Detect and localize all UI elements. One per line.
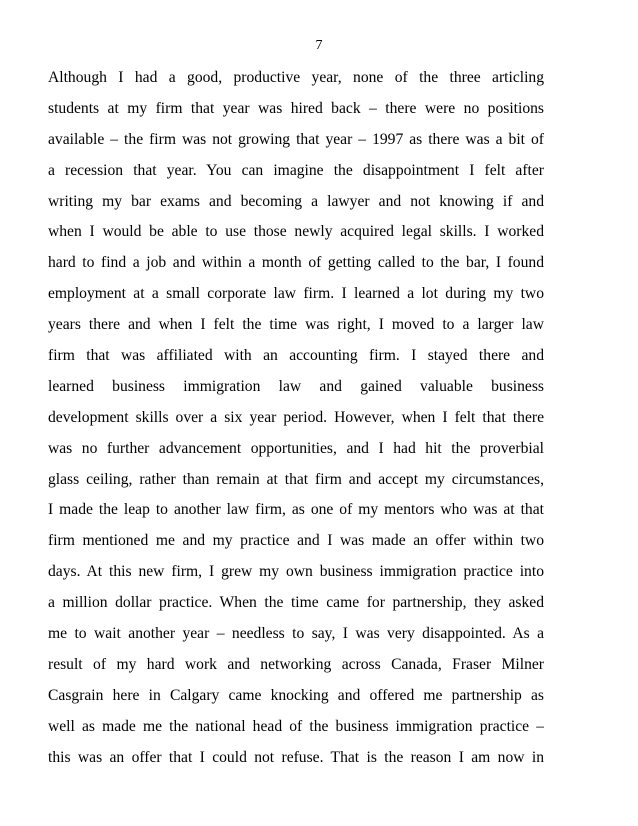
text-line-15: I made the leap to another law firm, as one of my mentors who was at that — [48, 501, 544, 519]
text-line-5: writing my bar exams and becoming a lawyer and not knowing if and — [48, 192, 544, 210]
text-line-9: years there and when I felt the time was right, I moved to a larger law — [48, 316, 544, 334]
text-line-17: days. At this new firm, I grew my own business immigration practice into — [48, 563, 544, 581]
text-line-4: a recession that year. You can imagine the disappointment I felt after — [48, 161, 544, 179]
page-number: 7 — [315, 38, 323, 53]
text-line-23: this was an offer that I could not refuse. That is the reason I am now in — [48, 748, 544, 766]
text-line-8: employment at a small corporate law firm. I learned a lot during my two — [48, 285, 544, 303]
text-line-22: well as made me the national head of the business immigration practice – — [48, 717, 544, 735]
text-line-11: learned business immigration law and gained valuable business — [48, 377, 544, 395]
text-line-18: a million dollar practice. When the time came for partnership, they asked — [48, 594, 544, 612]
text-line-12: development skills over a six year period. However, when I felt that there — [48, 408, 544, 426]
text-line-2: students at my firm that year was hired back – there were no positions — [48, 99, 544, 117]
text-line-21: Casgrain here in Calgary came knocking and offered me partnership as — [48, 686, 544, 704]
text-line-10: firm that was affiliated with an accounting firm. I stayed there and — [48, 347, 544, 365]
text-line-19: me to wait another year – needless to say, I was very disappointed. As a — [48, 625, 544, 643]
text-line-13: was no further advancement opportunities, and I had hit the proverbial — [48, 439, 544, 457]
text-line-6: when I would be able to use those newly acquired legal skills. I worked — [48, 223, 544, 241]
text-line-3: available – the firm was not growing that year – 1997 as there was a bit of — [48, 130, 544, 148]
body-paragraph — [48, 63, 544, 773]
text-line-7: hard to find a job and within a month of getting called to the bar, I found — [48, 254, 544, 272]
text-line-20: result of my hard work and networking across Canada, Fraser Milner — [48, 655, 544, 673]
text-line-16: firm mentioned me and my practice and I was made an offer within two — [48, 532, 544, 550]
text-line-1: Although I had a good, productive year, none of the three articling — [48, 69, 544, 86]
text-line-14: glass ceiling, rather than remain at that firm and accept my circumstances, — [48, 470, 544, 488]
